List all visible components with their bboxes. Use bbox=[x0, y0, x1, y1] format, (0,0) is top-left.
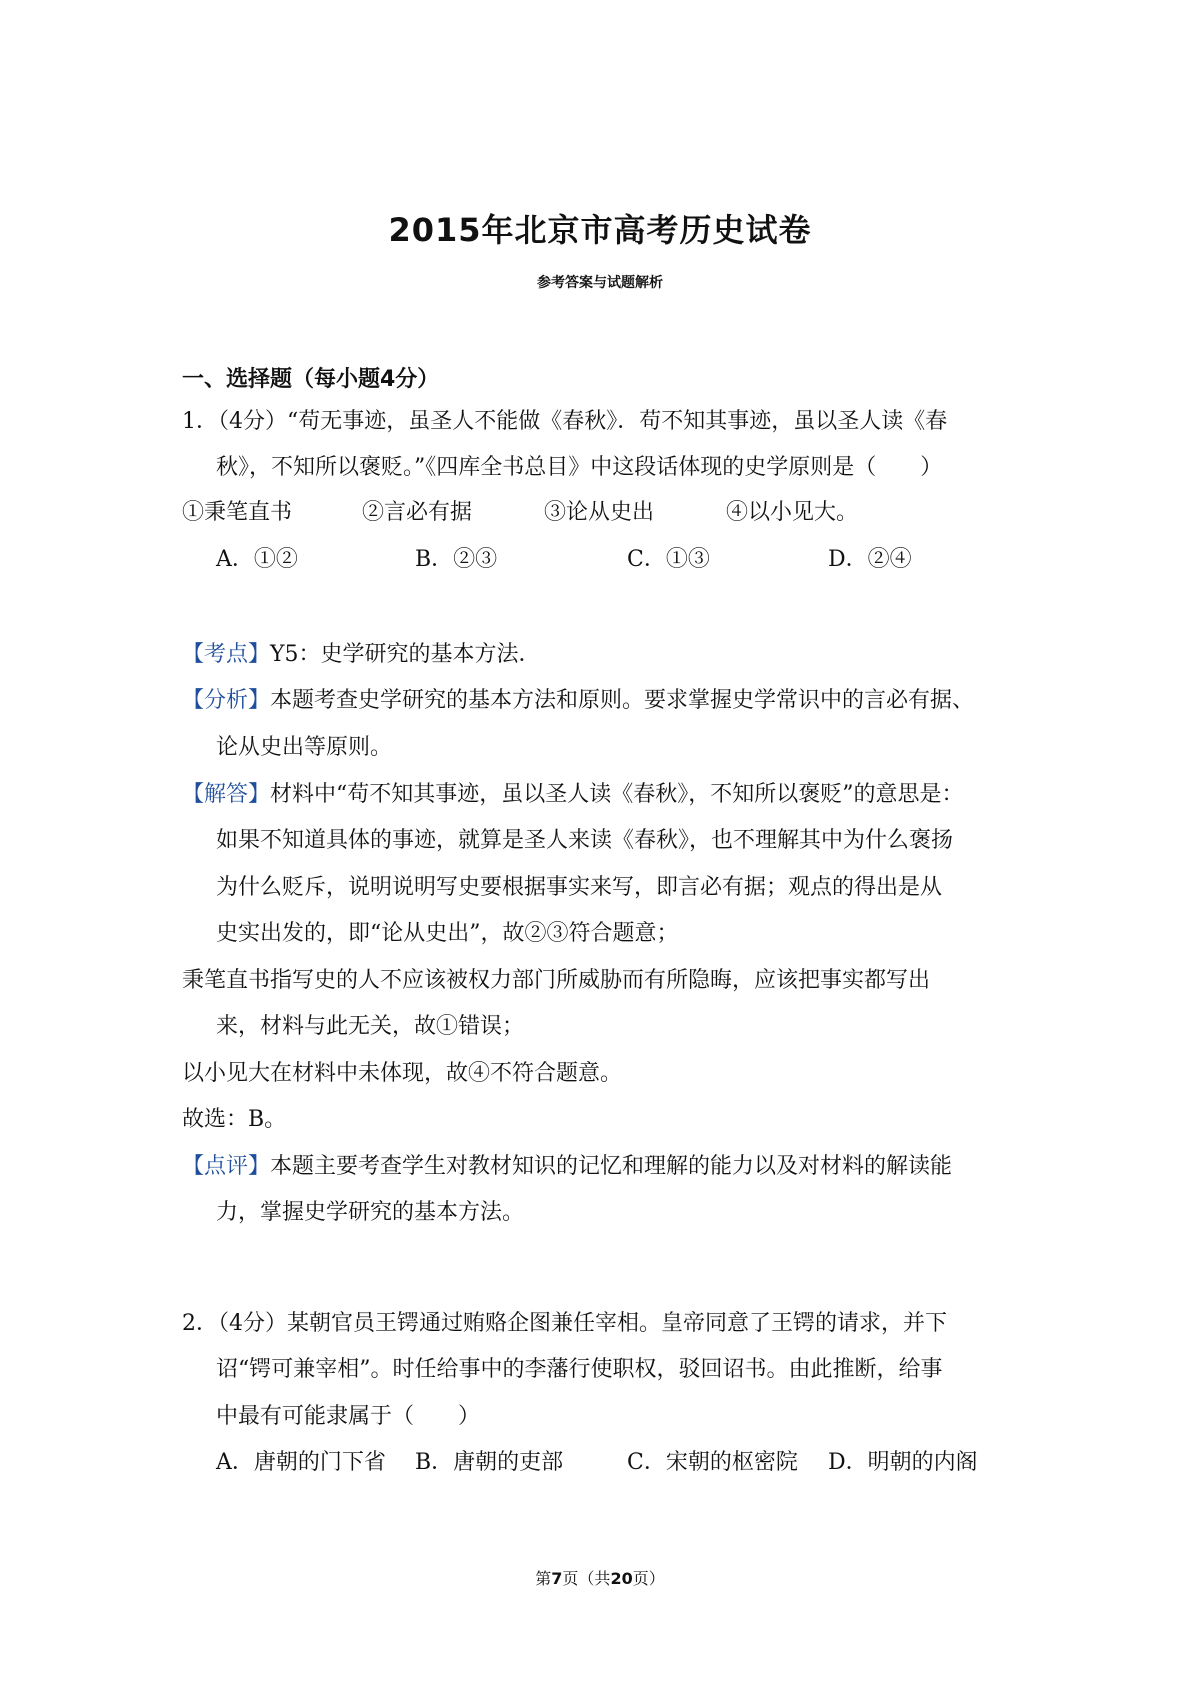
jieda-line-3: 为什么贬斥，说明说明写史要根据事实来写，即言必有据；观点的得出是从 bbox=[216, 875, 943, 900]
q2-option-b: B．唐朝的吏部 bbox=[415, 1450, 564, 1475]
question-2-line-1: 2．（4分）某朝官员王锷通过贿赂企图兼任宰相。皇帝同意了王锷的请求，并下 bbox=[182, 1311, 947, 1336]
jieda-tag: 【解答】 bbox=[182, 782, 271, 807]
section-heading: 一、选择题（每小题4分） bbox=[182, 367, 440, 392]
statement-3: ③论从史出 bbox=[544, 500, 655, 525]
dianping-tag: 【点评】 bbox=[182, 1154, 271, 1179]
page-footer bbox=[0, 1566, 1200, 1589]
footer-page-number: 7 bbox=[551, 1569, 563, 1588]
dianping-text: 本题主要考查学生对教材知识的记忆和理解的能力以及对材料的解读能 bbox=[270, 1154, 953, 1179]
question-2-line-2: 诏“锷可兼宰相”。时任给事中的李藩行使职权，驳回诏书。由此推断，给事 bbox=[216, 1357, 943, 1382]
kaodian-line bbox=[182, 640, 541, 670]
page-subtitle: 参考答案与试题解析 bbox=[537, 275, 663, 291]
footer-middle: 页（共 bbox=[562, 1569, 611, 1588]
footer-suffix: 页） bbox=[632, 1569, 665, 1588]
explanation-p2-line-1: 秉笔直书指写史的人不应该被权力部门所威胁而有所隐晦，应该把事实都写出 bbox=[182, 968, 931, 993]
dianping-line-2: 力，掌握史学研究的基本方法。 bbox=[216, 1200, 525, 1225]
fenxi-line-1 bbox=[182, 686, 974, 716]
q2-option-a: A．唐朝的门下省 bbox=[216, 1450, 386, 1475]
explanation-p3: 以小见大在材料中未体现，故④不符合题意。 bbox=[182, 1061, 623, 1086]
explanation-p2-line-2: 来，材料与此无关，故①错误； bbox=[216, 1014, 525, 1039]
question-2-line-3: 中最有可能隶属于（ ） bbox=[216, 1404, 481, 1429]
statement-1: ①秉笔直书 bbox=[182, 500, 293, 525]
fenxi-text: 本题考查史学研究的基本方法和原则。要求掌握史学常识中的言必有据、 bbox=[270, 688, 975, 713]
jieda-line-4: 史实出发的，即“论从史出”，故②③符合题意； bbox=[216, 921, 679, 946]
question-1-line-1: 1．（4分）“苟无事迹，虽圣人不能做《春秋》．苟不知其事迹，虽以圣人读《春 bbox=[182, 409, 948, 434]
q2-option-c: C．宋朝的枢密院 bbox=[627, 1450, 798, 1475]
page-title: 2015年北京市高考历史试卷 bbox=[388, 211, 812, 249]
option-a: A．①② bbox=[216, 547, 298, 572]
jieda-line-2: 如果不知道具体的事迹，就算是圣人来读《春秋》，也不理解其中为什么褒扬 bbox=[216, 828, 954, 853]
footer-total-pages: 20 bbox=[610, 1569, 633, 1588]
option-d: D．②④ bbox=[828, 547, 912, 572]
q2-option-d: D．明朝的内阁 bbox=[828, 1450, 978, 1475]
kaodian-tag: 【考点】 bbox=[182, 642, 271, 667]
jieda-text: 材料中“苟不知其事迹，虽以圣人读《春秋》，不知所以褒贬”的意思是： bbox=[270, 782, 964, 807]
footer-prefix: 第 bbox=[535, 1569, 552, 1588]
answer-line: 故选：B。 bbox=[182, 1107, 287, 1132]
question-1-line-2: 秋》，不知所以褒贬。”《四库全书总目》中这段话体现的史学原则是（ ） bbox=[216, 455, 943, 480]
statement-4: ④以小见大。 bbox=[726, 500, 859, 525]
option-c: C．①③ bbox=[627, 547, 710, 572]
statement-2: ②言必有据 bbox=[362, 500, 473, 525]
fenxi-tag: 【分析】 bbox=[182, 688, 271, 713]
option-b: B．②③ bbox=[415, 547, 498, 572]
fenxi-line-2: 论从史出等原则。 bbox=[216, 735, 393, 760]
kaodian-text: Y5：史学研究的基本方法． bbox=[270, 642, 541, 667]
jieda-line-1 bbox=[182, 780, 964, 810]
dianping-line-1 bbox=[182, 1152, 952, 1182]
